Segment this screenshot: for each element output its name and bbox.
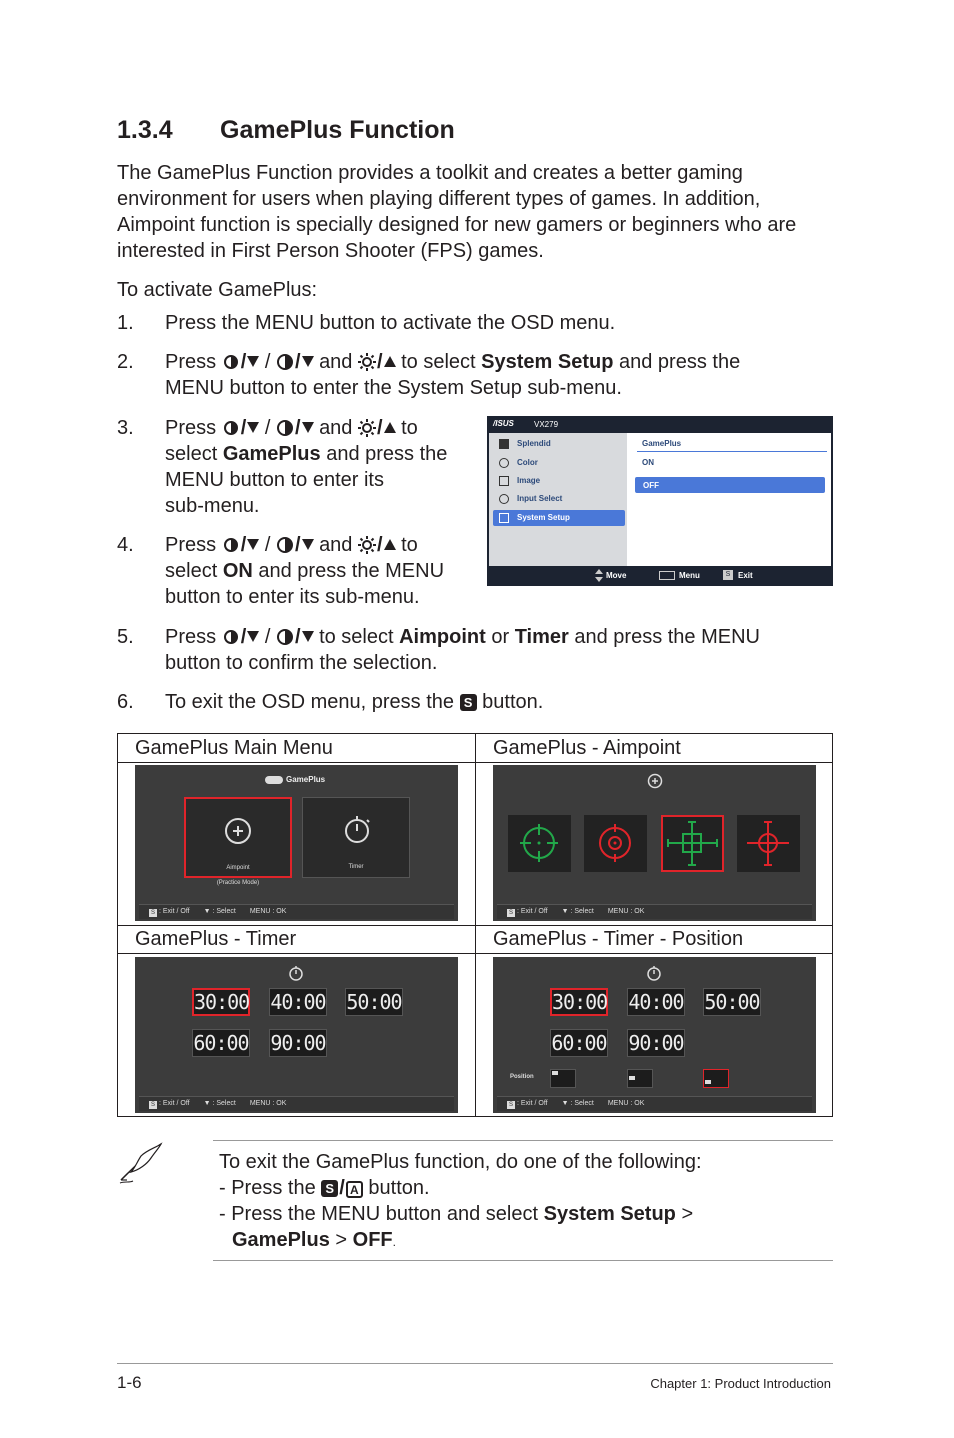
gameplus-table: [117, 733, 833, 1117]
brightness-half-icon: [276, 352, 294, 370]
caption-timer: GamePlus - Timer: [135, 928, 297, 950]
aimpoint-screen: [493, 765, 816, 921]
down-arrow-icon: [247, 422, 259, 433]
aimpoint-tile[interactable]: Aimpoint: [184, 797, 292, 878]
red-cross-crosshair[interactable]: [737, 815, 800, 872]
timer-60-option[interactable]: 60:00: [193, 1031, 249, 1055]
position-label: Position: [510, 1074, 534, 1080]
exit-s-icon: S: [723, 570, 733, 580]
note-feather-icon: [117, 1140, 165, 1184]
screen-footer: S : Exit / Off ▼ : Select MENU : OK: [139, 1096, 454, 1111]
green-cross-crosshair[interactable]: [661, 815, 724, 872]
screen-footer: S : Exit / Off ▼ : Select MENU : OK: [497, 1096, 812, 1111]
crosshair-icon: [647, 773, 663, 789]
osd-item-input-select[interactable]: Input Select: [493, 491, 625, 507]
note-top-rule: [213, 1140, 833, 1141]
note-bottom-rule: [213, 1260, 833, 1261]
footer-rule: [117, 1363, 833, 1364]
tools-icon: [499, 513, 509, 523]
down-arrow-icon: [302, 422, 314, 433]
up-arrow-icon: [384, 422, 396, 433]
color-icon: [499, 458, 509, 468]
timer-position-screen: [493, 957, 816, 1113]
position-top-left[interactable]: [550, 1069, 576, 1088]
down-arrow-icon: [302, 631, 314, 642]
osd-item-color[interactable]: Color: [493, 455, 625, 471]
brightness-half-icon: [276, 418, 294, 436]
move-arrows-icon: [595, 569, 603, 581]
stopwatch-icon: [288, 965, 304, 981]
down-arrow-icon: [302, 356, 314, 367]
note-line-4: GamePlus > OFF.: [232, 1229, 396, 1251]
down-arrow-icon: [247, 356, 259, 367]
note-line-1: To exit the GamePlus function, do one of the following:: [219, 1151, 702, 1173]
position-middle[interactable]: [627, 1069, 653, 1088]
caption-main-menu: GamePlus Main Menu: [135, 737, 333, 759]
brightness-sun-icon: [358, 352, 376, 370]
page-number: 1-6: [117, 1373, 142, 1392]
input-icon: [499, 494, 509, 504]
a-button-icon: A: [346, 1181, 363, 1198]
brightness-half-icon: [276, 627, 294, 645]
down-arrow-icon: [247, 539, 259, 550]
caption-timer-position: GamePlus - Timer - Position: [493, 928, 744, 950]
brightness-half-icon: [276, 535, 294, 553]
osd-left-panel: [489, 433, 627, 566]
s-button-icon: S: [460, 694, 477, 711]
intro-paragraph: The GamePlus Function provides a toolkit and creates a better gaming environment for users when playing different types of games. In addition, Aimpoint function is specially designed for new gamers or beginners who are interested in First Person Shooter (FPS) games.: [117, 162, 797, 262]
timer-90-option[interactable]: 90:00: [270, 1031, 326, 1055]
down-arrow-icon: [302, 539, 314, 550]
screen-footer: S : Exit / Off ▼ : Select MENU : OK: [497, 904, 812, 919]
timer-tile[interactable]: Timer: [302, 797, 410, 878]
contrast-speaker-icon: [222, 352, 240, 370]
main-menu-screen: GamePlus Aimpoint (Practice Mode) Timer S : Exit / Off ▼ : Select MENU : OK: [135, 765, 458, 921]
contrast-speaker-icon: [222, 627, 240, 645]
crosshair-icon: [224, 817, 252, 845]
splendid-icon: [499, 439, 509, 449]
chapter-label: Chapter 1: Product Introduction: [650, 1376, 831, 1391]
s-button-icon: S: [321, 1180, 338, 1197]
contrast-speaker-icon: [222, 418, 240, 436]
timer-90-option[interactable]: 90:00: [628, 1031, 684, 1055]
caption-aimpoint: GamePlus - Aimpoint: [493, 737, 681, 759]
osd-model: VX279: [534, 420, 559, 429]
stopwatch-icon: [646, 965, 662, 981]
stopwatch-icon: [342, 814, 372, 844]
osd-item-splendid[interactable]: Splendid: [493, 436, 625, 452]
timer-60-option[interactable]: 60:00: [551, 1031, 607, 1055]
osd-right-header: GamePlus: [642, 439, 682, 448]
osd-right-panel: [627, 433, 831, 566]
gameplus-icon: [265, 776, 283, 784]
asus-logo: /ISUS: [493, 419, 514, 428]
osd-menu-screenshot: /ISUS VX279 Splendid Color Image Input Select System Setup GamePlus ON OFF Move Menu S Exit: [487, 416, 833, 586]
timer-30-option[interactable]: 30:00: [552, 990, 608, 1014]
brightness-sun-icon: [358, 418, 376, 436]
osd-item-system-setup[interactable]: System Setup: [493, 510, 625, 526]
osd-option-off[interactable]: OFF: [635, 477, 825, 493]
note-line-3: - Press the MENU button and select System Setup >: [219, 1203, 694, 1225]
timer-30-option[interactable]: 30:00: [194, 990, 250, 1014]
screen-footer: S : Exit / Off ▼ : Select MENU : OK: [139, 904, 454, 919]
section-title: GamePlus Function: [220, 116, 455, 144]
timer-50-option[interactable]: 50:00: [704, 990, 760, 1014]
up-arrow-icon: [384, 356, 396, 367]
note-line-2: - Press the S / A button.: [219, 1177, 430, 1199]
activate-label: To activate GamePlus:: [117, 279, 318, 301]
osd-option-on[interactable]: ON: [642, 458, 654, 467]
brightness-sun-icon: [358, 535, 376, 553]
down-arrow-icon: [247, 631, 259, 642]
timer-40-option[interactable]: 40:00: [628, 990, 684, 1014]
red-circle-crosshair[interactable]: [584, 815, 647, 872]
position-bottom[interactable]: [703, 1069, 729, 1088]
menu-enter-icon: [659, 571, 675, 580]
contrast-speaker-icon: [222, 535, 240, 553]
section-heading: [117, 116, 455, 145]
osd-item-image[interactable]: Image: [493, 473, 625, 489]
up-arrow-icon: [384, 539, 396, 550]
timer-50-option[interactable]: 50:00: [346, 990, 402, 1014]
section-number: 1.3.4: [117, 116, 173, 144]
timer-40-option[interactable]: 40:00: [270, 990, 326, 1014]
green-circle-crosshair[interactable]: [508, 815, 571, 872]
image-icon: [499, 476, 509, 486]
timer-screen: [135, 957, 458, 1113]
